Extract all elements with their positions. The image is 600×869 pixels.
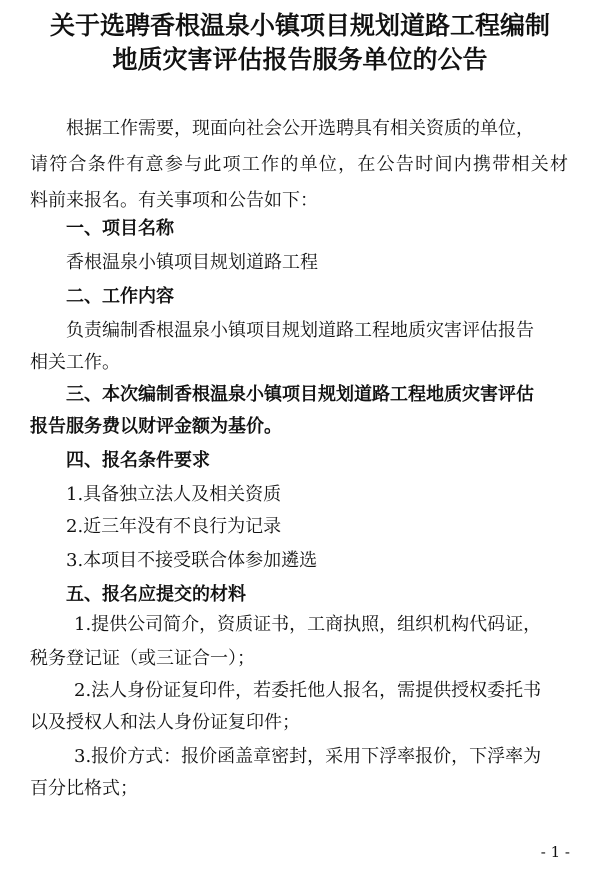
intro-line-3: 料前来报名。有关事项和公告如下： [30, 190, 318, 211]
section-5-item-3-line-2: 百分比格式； [30, 778, 138, 799]
section-5-item-2-line-2: 以及授权人和法人身份证复印件； [30, 712, 300, 733]
section-4-item-2: 2.近三年没有不良行为记录 [66, 516, 282, 537]
section-5-item-2-line-1: 2.法人身份证复印件，若委托他人报名，需提供授权委托书 [74, 680, 542, 701]
section-5-item-3-line-1: 3.报价方式：报价函盖章密封，采用下浮率报价，下浮率为 [74, 746, 542, 767]
section-1-content: 香根温泉小镇项目规划道路工程 [66, 252, 318, 273]
intro-line-2: 请符合条件有意参与此项工作的单位，在公告时间内携带相关材 [30, 154, 568, 175]
section-2-heading: 二、工作内容 [66, 286, 174, 307]
page-number: - 1 - [540, 843, 570, 861]
section-4-item-1: 1.具备独立法人及相关资质 [66, 484, 282, 505]
section-2-content-line-2: 相关工作。 [30, 352, 120, 373]
section-2-content-line-1: 负责编制香根温泉小镇项目规划道路工程地质灾害评估报告 [66, 320, 534, 341]
section-4-heading: 四、报名条件要求 [66, 450, 210, 471]
document-title-line-2: 地质灾害评估报告服务单位的公告 [112, 45, 488, 74]
section-5-item-1-line-1: 1.提供公司简介，资质证书，工商执照，组织机构代码证， [74, 614, 542, 635]
section-5-heading: 五、报名应提交的材料 [66, 584, 246, 605]
section-3-line-2: 报告服务费以财评金额为基价。 [30, 416, 282, 437]
intro-line-1: 根据工作需要，现面向社会公开选聘具有相关资质的单位， [66, 118, 534, 139]
document-title-line-1: 关于选聘香根温泉小镇项目规划道路工程编制 [49, 11, 550, 40]
section-1-heading: 一、项目名称 [66, 218, 174, 239]
section-4-item-3: 3.本项目不接受联合体参加遴选 [66, 550, 318, 571]
section-3-line-1: 三、本次编制香根温泉小镇项目规划道路工程地质灾害评估 [66, 384, 534, 405]
section-5-item-1-line-2: 税务登记证（或三证合一）； [30, 648, 255, 669]
